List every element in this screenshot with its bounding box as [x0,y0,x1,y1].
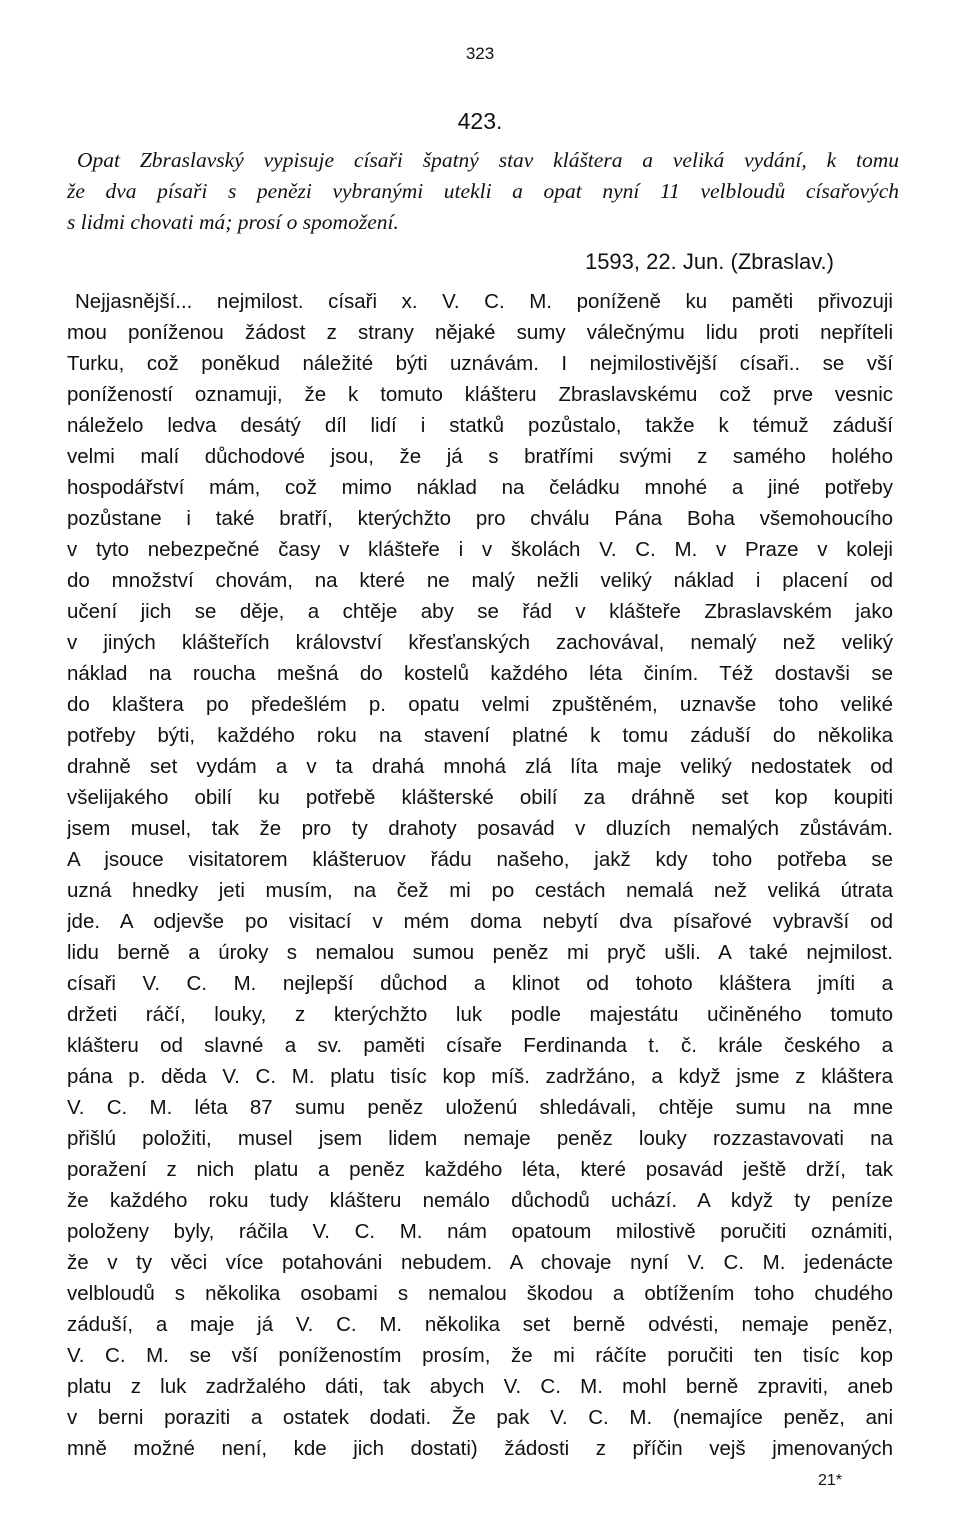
body-line: jde. A odjevše po visitací v mém doma nebytí dva písařové vybravší od [67,910,893,933]
regest-line: s lidmi chovati má; prosí o spomožení. [67,210,399,234]
regest-line: Opat Zbraslavský vypisuje císaři špatný stav kláštera a veliká vydání, k tomu [77,148,899,172]
body-line: lidu berně a úroky s nemalou sumou peněz mi pryč ušli. A také nejmilost. [67,941,893,964]
body-line: drahně set vydám a v ta drahá mnohá zlá líta maje veliký nedostatek od [67,755,893,778]
body-line: učení jich se děje, a chtěje aby se řád v klášteře Zbraslavském jako [67,600,893,623]
regest [67,145,899,238]
body-line: že každého roku tudy klášteru nemálo důchodů uchází. A když ty peníze [67,1189,893,1212]
body-line: V. C. M. léta 87 sumu peněz uloženú shledávali, chtěje sumu na mne [67,1096,893,1119]
body-line: klášteru od slavné a sv. paměti císaře Ferdinanda t. č. krále českého a [67,1034,893,1057]
body-line: poražení z nich platu a peněz každého léta, které posavád ještě drží, tak [67,1158,893,1181]
body-line: mně možné není, kde jich dostati) žádosti z příčin vejš jmenovaných [67,1437,893,1460]
body-line: že v ty věci více potahováni nebudem. A chovaje nyní V. C. M. jedenácte [67,1251,893,1274]
body-line: v berni poraziti a ostatek dodati. Že pak V. C. M. (nemajíce peněz, ani [67,1406,893,1429]
dateline: 1593, 22. Jun. (Zbraslav.) [584,249,834,274]
body-line: pána p. děda V. C. M. platu tisíc kop míš. zadržáno, a když jsme z kláštera [67,1065,893,1088]
body-line: náklad na roucha mešná do kostelů každého léta činím. Též dostavši se [67,662,893,685]
body-line: V. C. M. se vší poníženostím prosím, že mi ráčíte poručiti ten tisíc kop [67,1344,893,1367]
body-line: Nejjasnější... nejmilost. císaři x. V. C. M. poníženě ku paměti přivozuji [75,290,893,313]
body-line: pozůstane i také bratří, kterýchžto pro chválu Pána Boha všemohoucího [67,507,893,530]
body-line: všelijakého obilí ku potřebě klášterské obilí za dráhně set kop koupiti [67,786,893,809]
body-line: A jsouce visitatorem klášteruov řádu našeho, jakž kdy toho potřeba se [67,848,893,871]
body-line: v jiných klášteřích království křesťanských zachovával, nemalý než veliký [67,631,893,654]
document-number: 423. [457,108,503,134]
body-line: velbloudů s několika osobami s nemalou škodou a obtížením toho chudého [67,1282,893,1305]
regest-line: že dva písaři s penězi vybranými utekli a opat nyní 11 velbloudů císařových [67,179,899,203]
body-line: hospodářství mám, což mimo náklad na čeládku mnohé a jiné potřeby [67,476,893,499]
body-line: císaři V. C. M. nejlepší důchod a klinot od tohoto kláštera jmíti a [67,972,893,995]
body-line: záduší, a maje já V. C. M. několika set berně odvésti, nemaje peněz, [67,1313,893,1336]
body-line: mou poníženou žádost z strany nějaké sumy válečnýmu lidu proti nepříteli [67,321,893,344]
body-line: ponížeností oznamuji, že k tomuto klášteru Zbraslavskému což prve vesnic [67,383,893,406]
body-line: náleželo ledva desátý díl lidí i statků pozůstalo, takže k témuž záduší [67,414,893,437]
body-line: jsem musel, tak že pro ty drahoty posavád v dluzích nemalých zůstávám. [67,817,893,840]
body-line: v tyto nebezpečné časy v klášteře i v školách V. C. M. v Praze v koleji [67,538,893,561]
body-line: potřeby býti, každého roku na stavení platné k tomu záduší do několika [67,724,893,747]
page-number: 323 [465,44,495,63]
body-text [67,286,893,1464]
body-line: do klaštera po předešlém p. opatu velmi zpuštěném, uznavše toho veliké [67,693,893,716]
body-line: do množství chovám, na které ne malý nežli veliký náklad i placení od [67,569,893,592]
body-line: Turku, což poněkud náležité býti uznávám. I nejmilostivější císaři.. se vší [67,352,893,375]
body-line: položeny byly, ráčila V. C. M. nám opatoum milostivě poručiti oznámiti, [67,1220,893,1243]
body-line: přišlú položiti, musel jsem lidem nemaje peněz louky rozzastavovati na [67,1127,893,1150]
body-line: uzná hnedky jeti musím, na čež mi po cestách nemalá než veliká útrata [67,879,893,902]
body-line: držeti ráčí, louky, z kterýchžto luk podle majestátu učiněného tomuto [67,1003,893,1026]
body-line: platu z luk zadržalého dáti, tak abych V. C. M. mohl berně zpraviti, aneb [67,1375,893,1398]
signature-mark: 21* [817,1472,842,1489]
body-line: velmi malí důchodové jsou, že já s bratřími svými z samého holého [67,445,893,468]
